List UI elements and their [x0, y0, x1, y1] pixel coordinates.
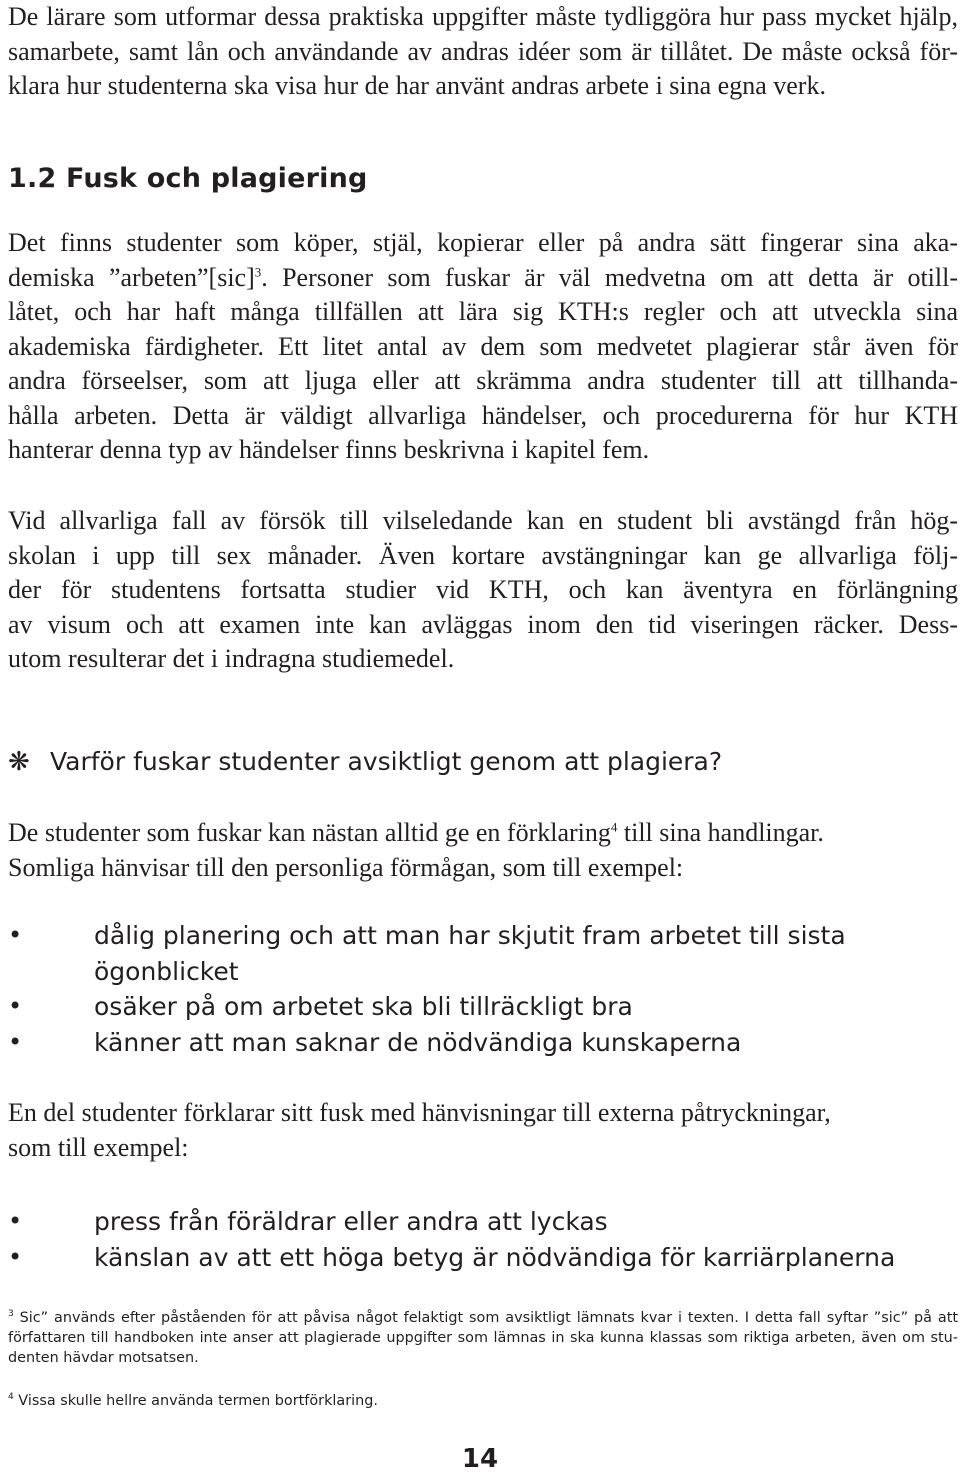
paragraph-line: Det finns studenter som köper, stjäl, kopierar eller på andra sätt fingerar sina aka-: [8, 228, 958, 257]
list-item-text: dålig planering och att man har skjutit fram arbetet till sista ögonblicket: [94, 921, 846, 986]
footnote-number: 4: [8, 1392, 14, 1403]
question-text: Varför fuskar studenter avsiktligt genom att plagiera?: [50, 747, 723, 776]
footnote-3: [8, 1308, 958, 1368]
bullet-icon: •: [8, 1242, 23, 1271]
list-item: [8, 1204, 958, 1240]
footnote-ref-4[interactable]: 4: [610, 819, 618, 835]
intro-paragraph: [8, 0, 958, 104]
list-item: [8, 1025, 958, 1061]
intro-line: De lärare som utformar dessa praktiska uppgifter måste tydliggöra hur pass mycket hjälp,: [8, 2, 958, 31]
section-heading: 1.2 Fusk och plagiering: [8, 163, 368, 194]
footnote-line: denten hävdar motsatsen.: [8, 1350, 199, 1366]
footnote-text: Vissa skulle hellre använda termen bortförklaring.: [13, 1393, 378, 1409]
footnote-ref-3[interactable]: 3: [254, 263, 262, 279]
paragraph-line: utom resulterar det i indragna studiemedel.: [8, 644, 455, 673]
line-text: till sina handlingar.: [617, 818, 824, 847]
list-item-text: press från föräldrar eller andra att lyckas: [94, 1207, 608, 1236]
footnote-line: [8, 1308, 958, 1328]
paragraph-line: Somliga hänvisar till den personliga förmågan, som till exempel:: [8, 852, 684, 882]
paragraph-line: som till exempel:: [8, 1132, 189, 1162]
paragraph-line: av visum och att examen inte kan avläggas inom den tid viseringen räcker. Dess-: [8, 609, 958, 639]
paragraph-line: låtet, och har haft många tillfällen att lära sig KTH:s regler och att utveckla sina: [8, 297, 958, 326]
paragraph-line: hanterar denna typ av händelser finns beskrivna i kapitel fem.: [8, 435, 650, 464]
fraud-paragraph: [8, 226, 958, 468]
answer-paragraph: [8, 816, 958, 885]
paragraph-line: Vid allvarliga fall av försök till vilseledande kan en student bli avstängd från hög-: [8, 506, 958, 535]
bullet-icon: •: [8, 1027, 23, 1056]
footnote-number: 3: [8, 1309, 14, 1320]
page-number: 14: [461, 1444, 499, 1474]
paragraph-line: hålla arbeten. Detta är väldigt allvarliga händelser, och procedurerna för hur KTH: [8, 400, 958, 430]
bullet-icon: •: [8, 992, 23, 1020]
footnote-4: [8, 1391, 958, 1411]
consequences-paragraph: [8, 504, 958, 677]
paragraph-line: [8, 816, 958, 851]
line-text: demiska ”arbeten”[sic]: [8, 262, 255, 292]
list-item: [8, 1240, 958, 1276]
line-text: De studenter som fuskar kan nästan alltid ge en förklaring: [8, 818, 611, 847]
asterisk-icon: ❋: [8, 747, 30, 777]
external-paragraph: [8, 1096, 958, 1165]
list-item-text: osäker på om arbetet ska bli tillräckligt bra: [94, 992, 633, 1021]
footnote-line: [8, 1391, 958, 1411]
list-item-text: känslan av att ett höga betyg är nödvändiga för karriärplanerna: [94, 1242, 896, 1272]
line-text: . Personer som fuskar är väl medvetna om att detta är otill-: [261, 262, 958, 292]
personal-reasons-list: [8, 918, 958, 1060]
list-item: [8, 918, 958, 989]
paragraph-line: akademiska färdigheter. Ett litet antal av dem som medvetet plagierar står även för: [8, 331, 958, 361]
paragraph-line: der för studentens fortsatta studier vid KTH, och kan äventyra en förlängning: [8, 575, 958, 604]
bullet-icon: •: [8, 921, 23, 949]
paragraph-line: [8, 261, 958, 296]
footnote-text: Sic” används efter påståenden för att påvisa något felaktigt som avsiktligt lämnats kvar i texten. I detta fall syftar ”sic” på att: [13, 1310, 958, 1326]
external-reasons-list: [8, 1204, 958, 1275]
list-item-text: känner att man saknar de nödvändiga kunskaperna: [94, 1027, 742, 1057]
intro-line: klara hur studenterna ska visa hur de har använt andras arbete i sina egna verk.: [8, 71, 826, 100]
bullet-icon: •: [8, 1207, 23, 1235]
intro-line: samarbete, samt lån och användande av andras idéer som är tillåtet. De måste också för-: [8, 36, 958, 66]
paragraph-line: En del studenter förklarar sitt fusk med hänvisningar till externa påtryckningar,: [8, 1098, 831, 1127]
paragraph-line: andra förseelser, som att ljuga eller att skrämma andra studenter till att tillhanda-: [8, 366, 958, 395]
footnote-line: författaren till handboken inte anser att plagierade uppgifter som lämnas in ska kunna klassas som riktiga arbeten, även om stu-: [8, 1330, 958, 1346]
paragraph-line: skolan i upp till sex månader. Även kortare avstängningar kan ge allvarliga följ-: [8, 540, 958, 570]
list-item: [8, 989, 958, 1025]
question-block: [0, 745, 960, 781]
